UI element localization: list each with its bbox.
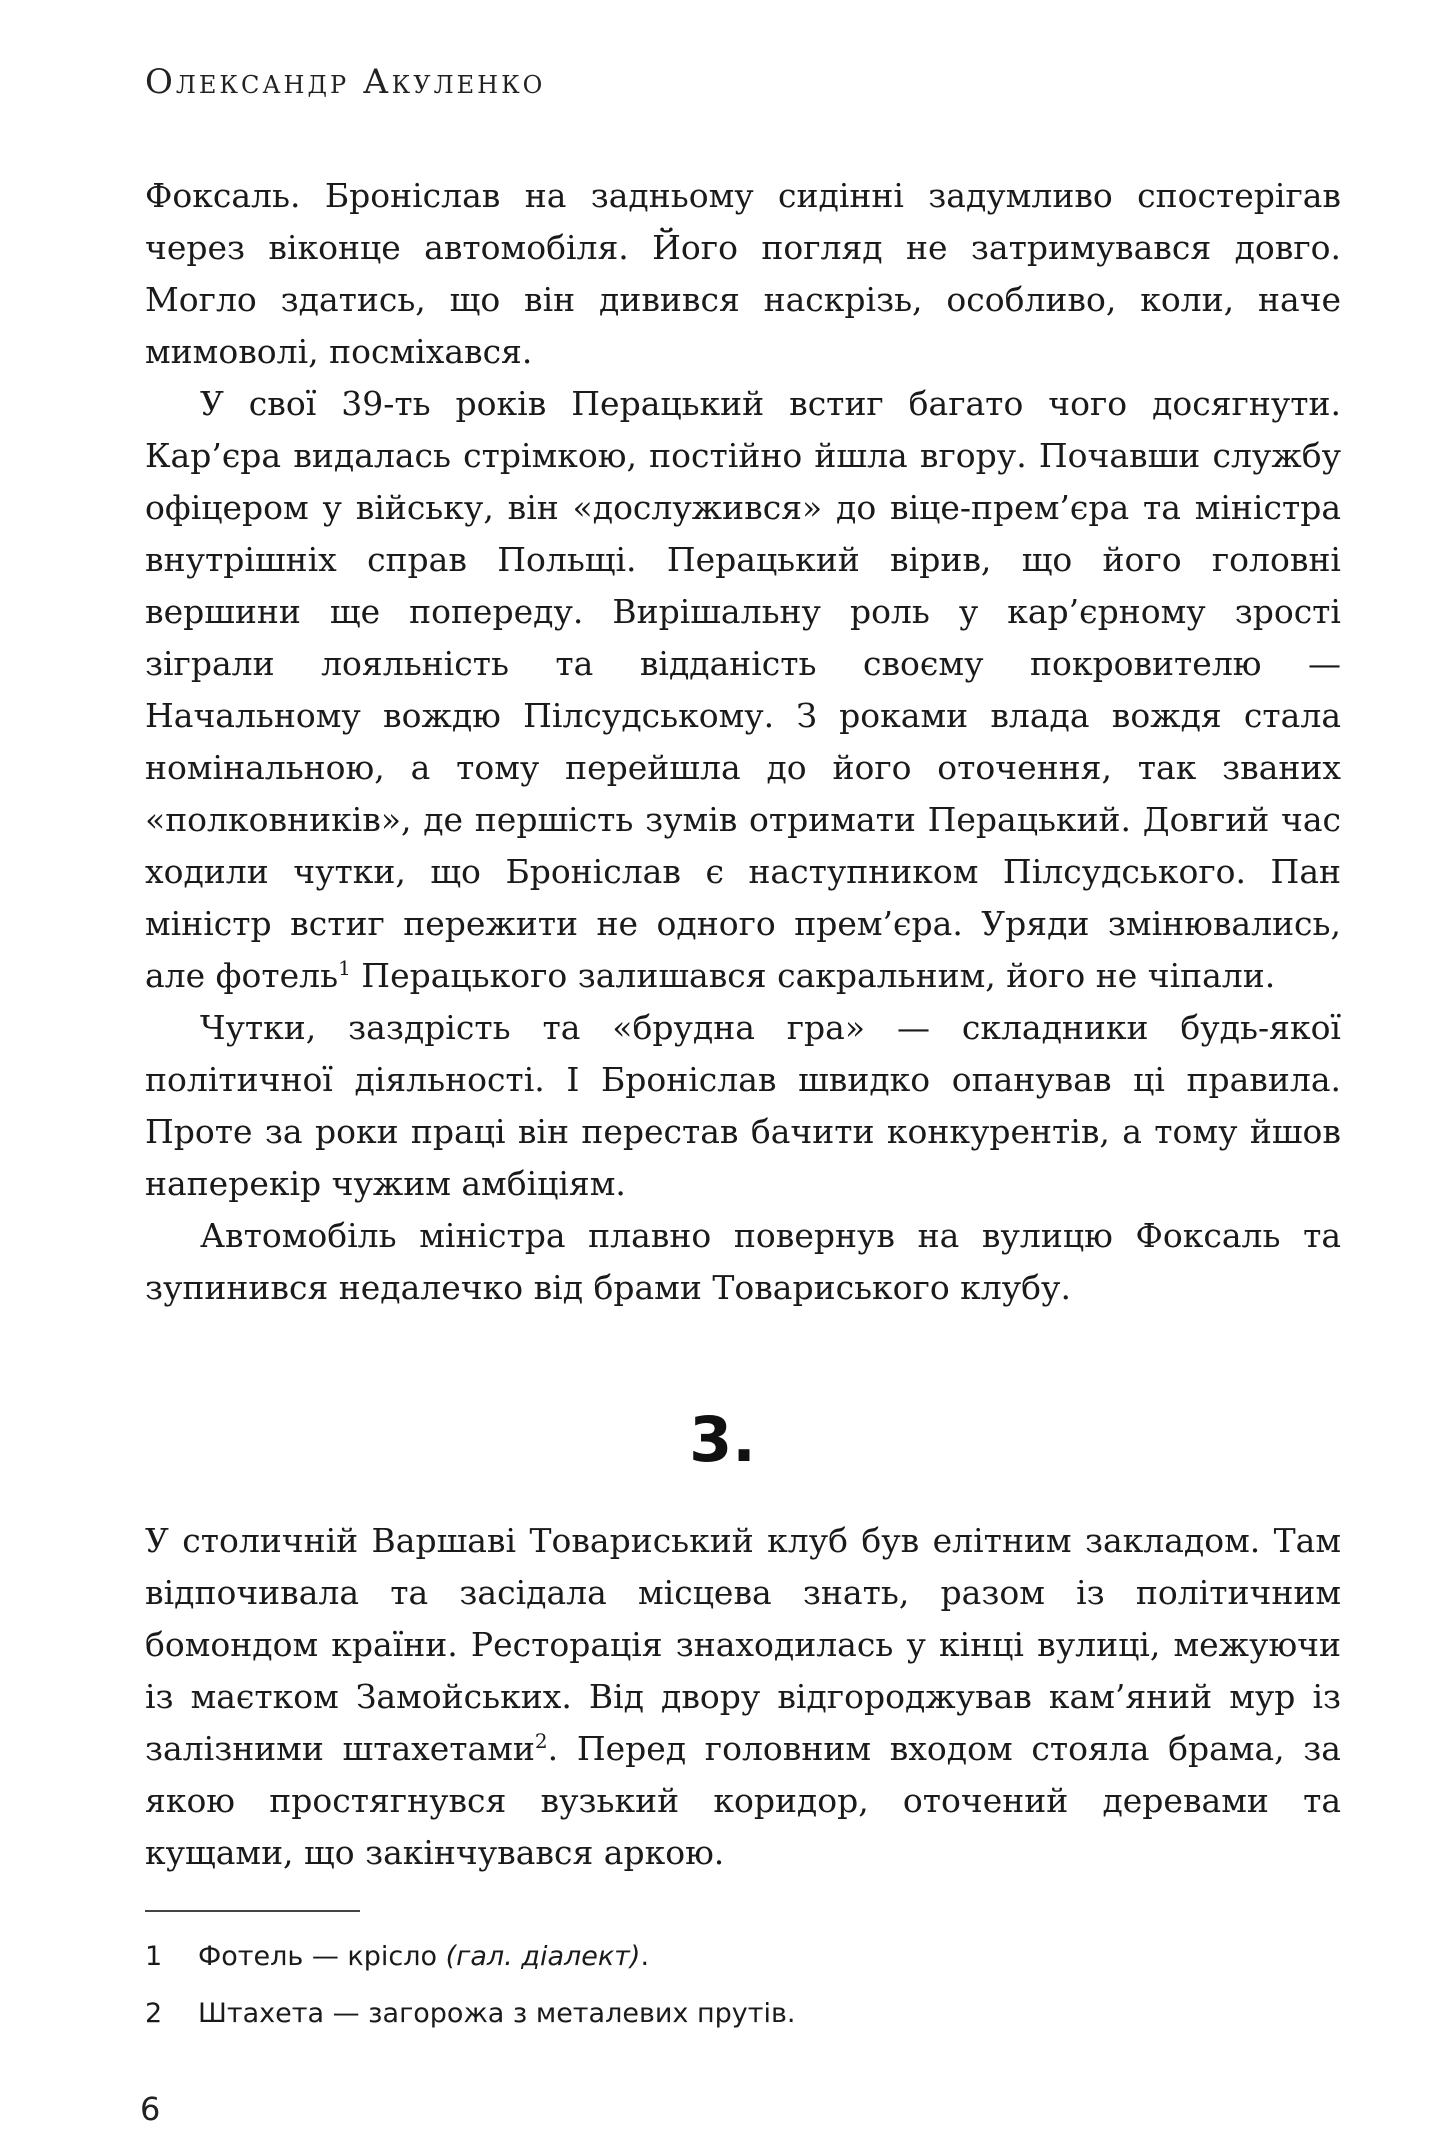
footnote-item [145,1997,1341,2031]
footnote-end: . [640,1941,650,1972]
footnotes [145,1940,1341,2054]
footnote-text [198,1997,795,2031]
paragraph: Фоксаль. Броніслав на задньому сидінні задумливо спостерігав через віконце автомобіля. Його погляд не затримувався довго. Могло здатись, що він дивився наскрізь, особливо, коли, наче мимоволі, посміхався. [145,176,1341,371]
footnote-note: (гал. діалект) [445,1941,641,1972]
paragraph [145,378,1341,1002]
footnote-number: 1 [145,1941,163,1972]
paragraph: Чутки, заздрість та «брудна гра» — складники будь-якої політичної діяльності. І Броніслав швидко опанував ці правила. Проте за роки праці він перестав бачити конкурентів, а тому йшов наперекір чужим амбіціям. [145,1008,1341,1203]
paragraph-text: У свої 39-ть років Перацький встиг багато чого досягнути. Кар’єра видалась стрімкою, постійно йшла вгору. Почавши службу офіцером у війську, він «дослужився» до віце-прем’єра та міністра внутрішніх справ Польщі. Перацький вірив, що його головні вершини ще попереду. Вирішальну роль у кар’єрному зрості зіграли лояльність та відданість своєму покровителю — Начальному вождю Пілсудському. З роками влада вождя стала номінальною, а тому перейшла до його оточення, так званих «полковників», де першість зумів отримати Перацький. Довгий час ходили чутки, що Броніслав є наступником Пілсудського. Пан міністр встиг пережити не одного прем’єра. Уряди змінювались, але фотель [145,384,1341,995]
footnote-ref: 2 [534,1729,548,1753]
paragraph: Автомобіль міністра плавно повернув на вулицю Фоксаль та зупинився недалечко від брами Товариського клубу. [145,1216,1341,1307]
running-head: Олександр Акуленко [145,62,546,102]
footnote-term: Штахета — загорожа з металевих прутів. [198,1998,796,2029]
footnote-text [198,1940,649,1974]
text-block-top [145,170,1341,1314]
footnote-ref: 1 [338,956,351,980]
chapter-heading: 3. [689,1403,756,1476]
paragraph-text: У столичній Варшаві Товариський клуб був елітним закладом. Там відпочивала та засідала місцева знать, разом із політичним бомондом країни. Ресторація знаходилась у кінці вулиці, межуючи із маєтком Замойських. Від двору відгороджував кам’яний мур із залізними штахетами [145,1521,1341,1768]
paragraph-text: Перацького залишався сакральним, його не чіпали. [350,956,1276,995]
footnote-term: Фотель — крісло [198,1941,446,1972]
footnote-number: 2 [145,1998,163,2029]
footnote-divider [145,1910,360,1912]
page-number: 6 [140,2090,161,2128]
paragraph [145,1515,1341,1879]
text-block-bottom [145,1515,1341,1879]
paragraph-text: . Перед головним входом стояла брама, за якою простягнувся вузький коридор, оточений деревами та кущами, що закінчувався аркою. [145,1729,1341,1872]
footnote-item [145,1940,1341,1974]
